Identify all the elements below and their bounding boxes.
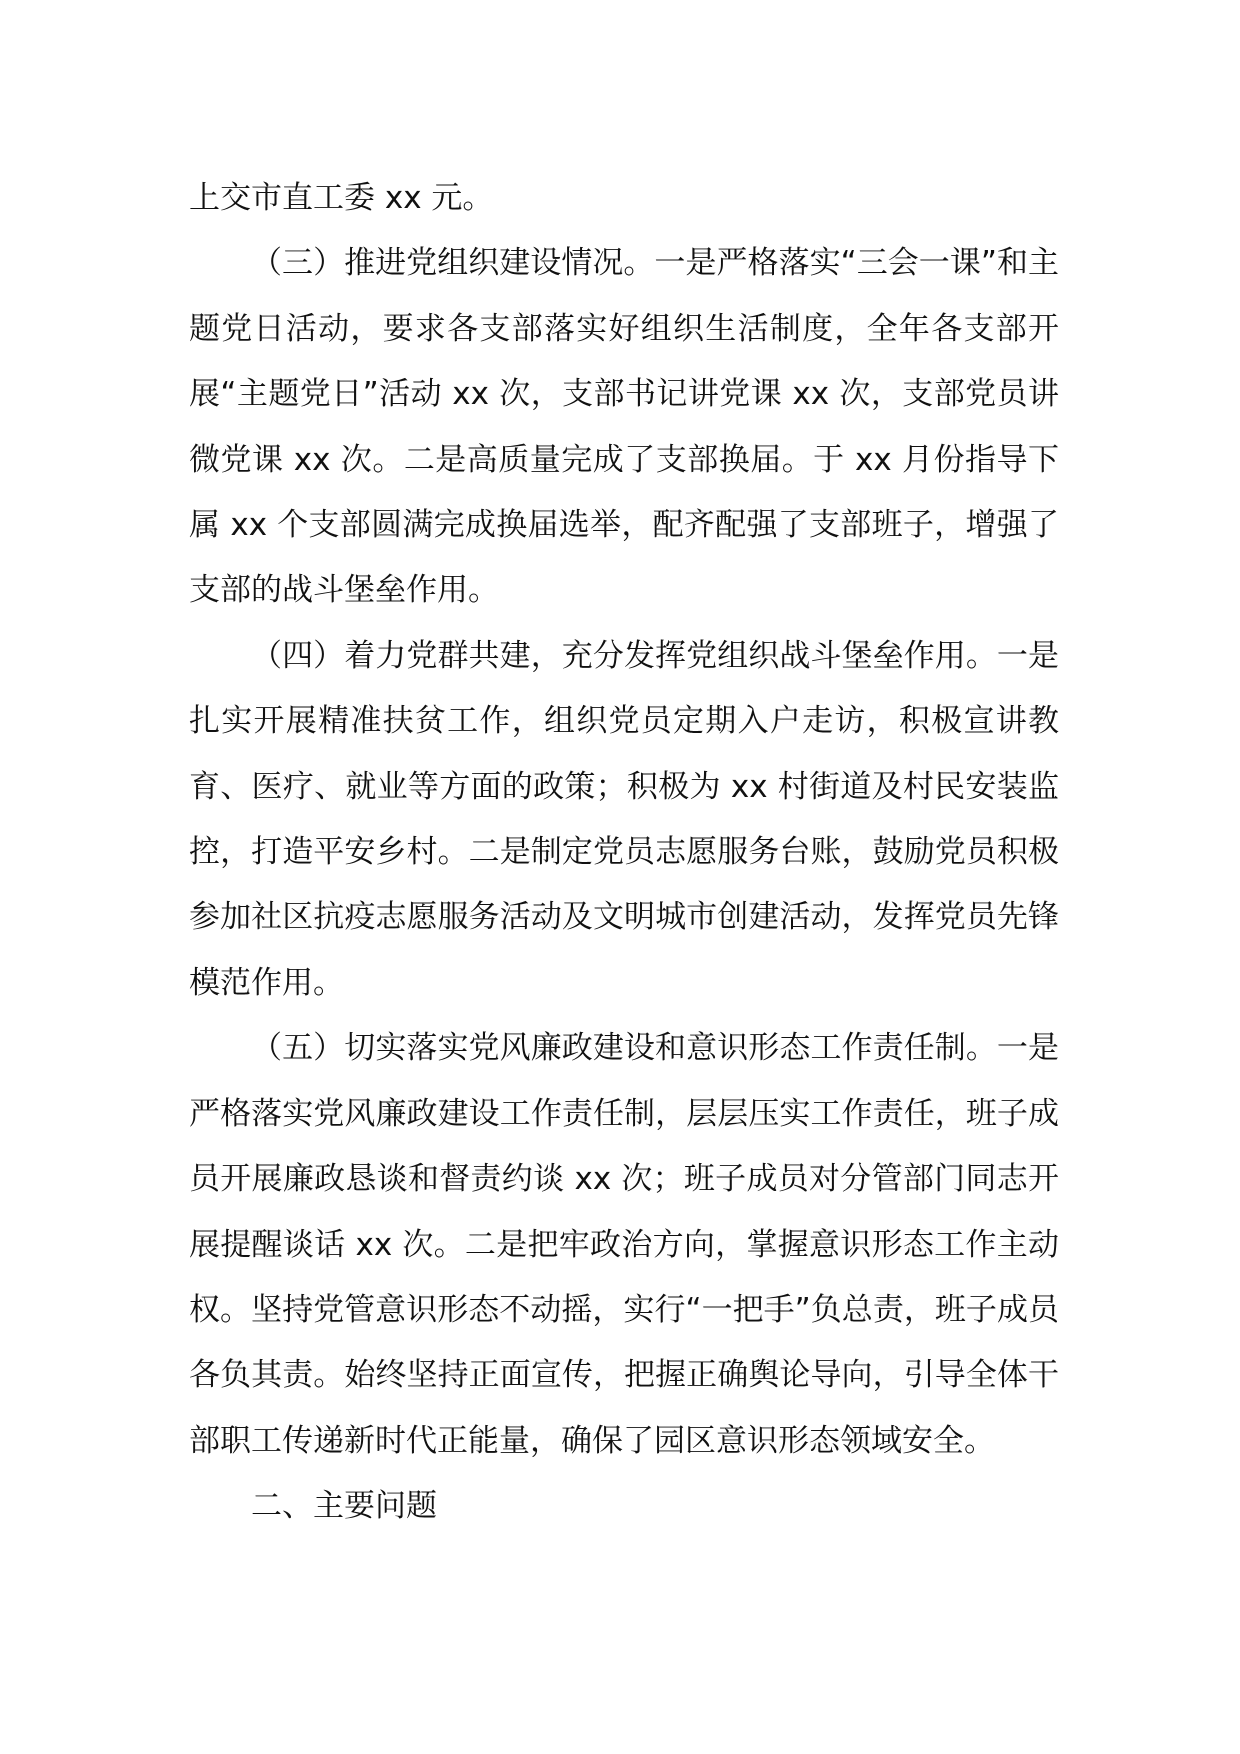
document-body bbox=[189, 166, 1059, 1540]
paragraph-section-3: （三）推进党组织建设情况。一是严格落实“三会一课”和主题党日活动，要求各支部落实好组织生活制度，全年各支部开展“主题党日”活动 xx 次，支部书记讲党课 xx 次，支部党员讲微党课 xx 次。二是高质量完成了支部换届。于 xx 月份指导下属 xx 个支部圆满完成换届选举，配齐配强了支部班子，增强了支部的战斗堡垒作用。 bbox=[189, 245, 1059, 609]
paragraph-section-4: （四）着力党群共建，充分发挥党组织战斗堡垒作用。一是扎实开展精准扶贫工作，组织党员定期入户走访，积极宣讲教育、医疗、就业等方面的政策；积极为 xx 村街道及村民安装监控，打造平安乡村。二是制定党员志愿服务台账，鼓励党员积极参加社区抗疫志愿服务活动及文明城市创建活动，发挥党员先锋模范作用。 bbox=[189, 637, 1059, 1001]
paragraph-section-5: （五）切实落实党风廉政建设和意识形态工作责任制。一是严格落实党风廉政建设工作责任制，层层压实工作责任，班子成员开展廉政恳谈和督责约谈 xx 次；班子成员对分管部门同志开展提醒谈话 xx 次。二是把牢政治方向，掌握意识形态工作主动权。坚持党管意识形态不动摇，实行“一把手”负总责，班子成员各负其责。始终坚持正面宣传，把握正确舆论导向，引导全体干部职工传递新时代正能量，确保了园区意识形态领域安全。 bbox=[189, 1030, 1059, 1459]
section-heading: 二、主要问题 bbox=[251, 1488, 437, 1525]
paragraph-continued: 上交市直工委 xx 元。 bbox=[189, 180, 494, 216]
